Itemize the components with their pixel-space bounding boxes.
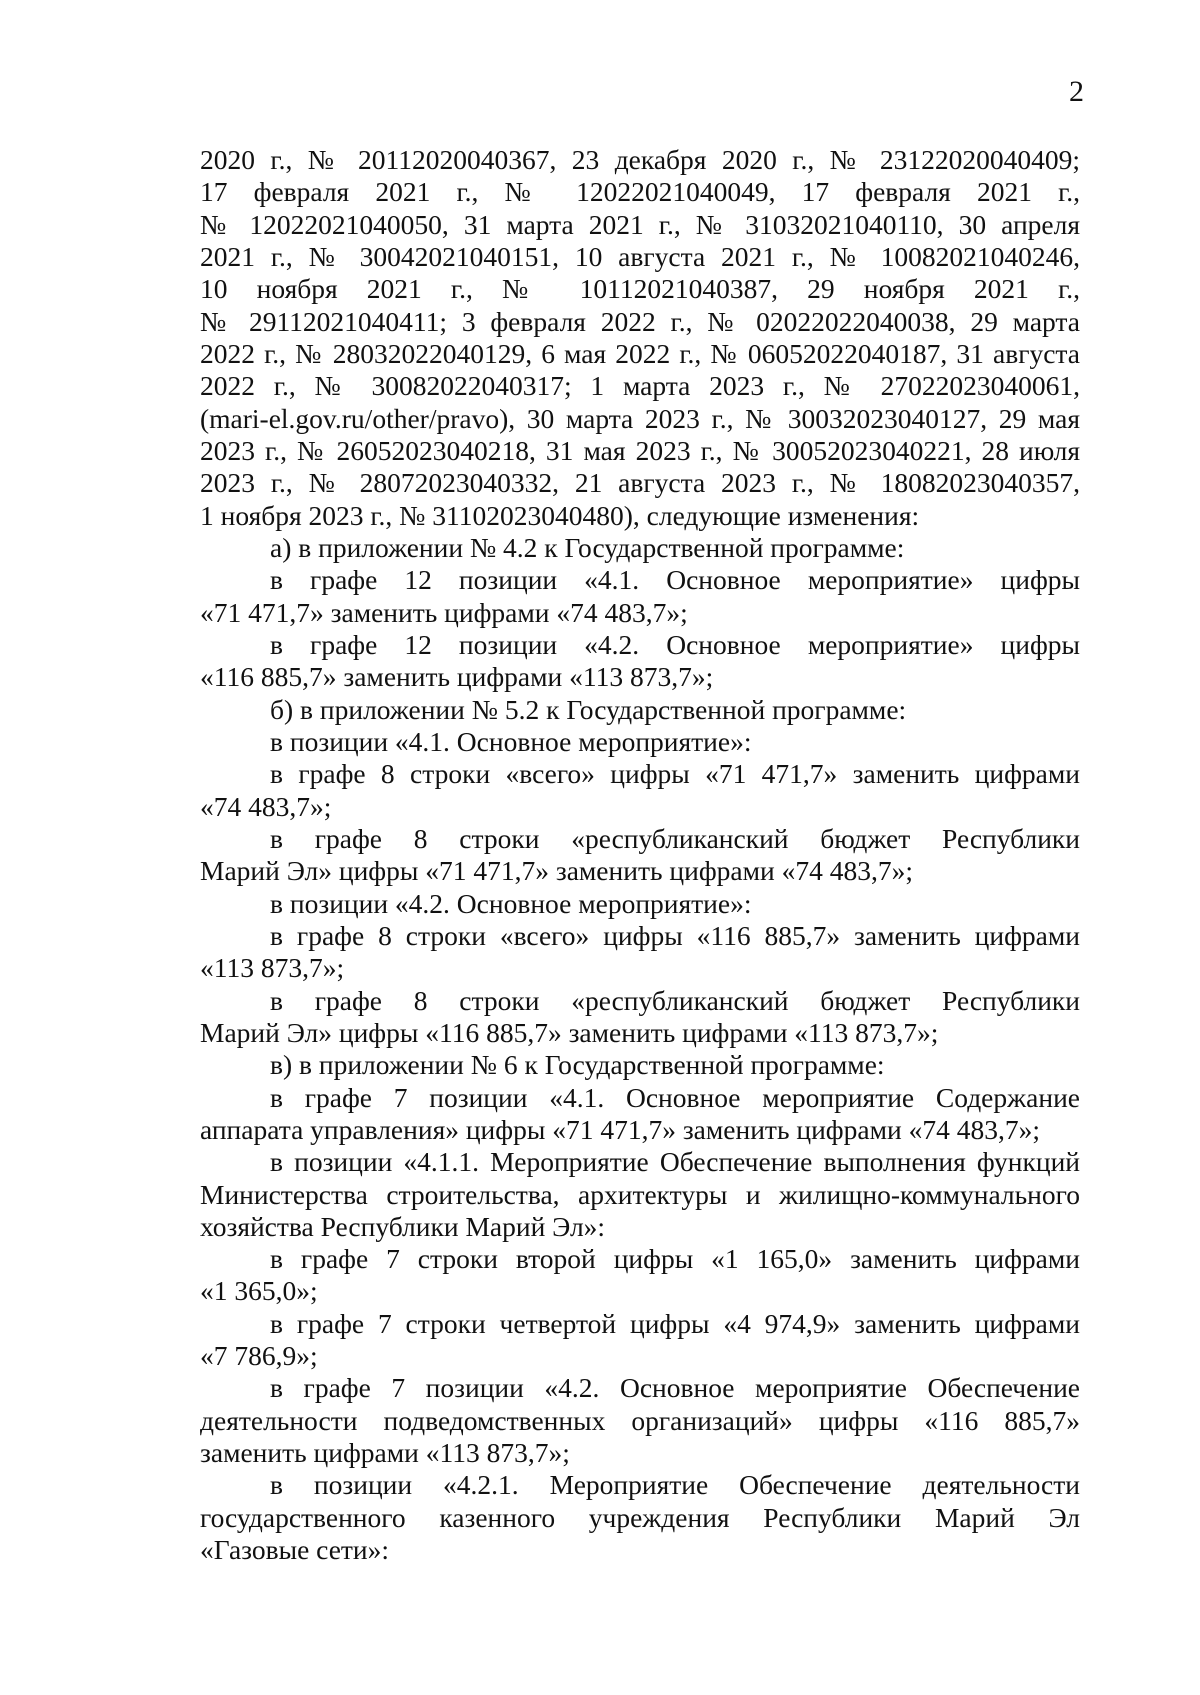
text-line: «7 786,9»;	[200, 1340, 318, 1372]
text-line: в графе 7 позиции «4.1. Основное мероприятие Содержание	[270, 1081, 1080, 1113]
text-line: в позиции «4.2. Основное мероприятие»:	[270, 887, 752, 919]
text-line: в графе 12 позиции «4.2. Основное мероприятие» цифры	[270, 628, 1080, 660]
text-line: Министерства строительства, архитектуры и жилищно-коммунального	[200, 1178, 1080, 1210]
text-line: в графе 8 строки «всего» цифры «71 471,7» заменить цифрами	[270, 758, 1080, 790]
text-line: «71 471,7» заменить цифрами «74 483,7»;	[200, 596, 688, 628]
text-line: хозяйства Республики Марий Эл»:	[200, 1210, 606, 1242]
text-line: «Газовые сети»:	[200, 1534, 390, 1566]
text-line: в позиции «4.1. Основное мероприятие»:	[270, 725, 752, 757]
text-line: в графе 8 строки «всего» цифры «116 885,7» заменить цифрами	[270, 919, 1080, 951]
text-line: 2022 г., № 28032022040129, 6 мая 2022 г., № 06052022040187, 31 августа	[200, 337, 1080, 369]
text-line: № 12022021040050, 31 марта 2021 г., № 31032021040110, 30 апреля	[200, 208, 1080, 240]
text-line: в графе 7 позиции «4.2. Основное мероприятие Обеспечение	[270, 1372, 1080, 1404]
text-line: в позиции «4.1.1. Мероприятие Обеспечение выполнения функций	[270, 1146, 1080, 1178]
text-line: 2020 г., № 20112020040367, 23 декабря 2020 г., № 23122020040409;	[200, 144, 1080, 175]
text-line: Марий Эл» цифры «116 885,7» заменить цифрами «113 873,7»;	[200, 1016, 939, 1048]
text-line: 10 ноября 2021 г., № 10112021040387, 29 ноября 2021 г.,	[200, 273, 1080, 305]
text-line: Марий Эл» цифры «71 471,7» заменить цифрами «74 483,7»;	[200, 855, 913, 887]
text-line: деятельности подведомственных организаций» цифры «116 885,7»	[200, 1404, 1080, 1436]
text-line: «74 483,7»;	[200, 790, 332, 822]
text-line: аппарата управления» цифры «71 471,7» заменить цифрами «74 483,7»;	[200, 1113, 1040, 1145]
text-line: заменить цифрами «113 873,7»;	[200, 1437, 570, 1469]
page-number: 2	[1069, 75, 1084, 108]
text-line: в графе 8 строки «республиканский бюджет Республики	[270, 984, 1080, 1016]
text-line: в графе 12 позиции «4.1. Основное мероприятие» цифры	[270, 564, 1080, 596]
text-line: «1 365,0»;	[200, 1275, 318, 1307]
document-body	[200, 144, 1080, 1566]
text-line: в позиции «4.2.1. Мероприятие Обеспечение деятельности	[270, 1469, 1080, 1501]
text-line: № 29112021040411; 3 февраля 2022 г., № 02022022040038, 29 марта	[200, 305, 1080, 337]
text-line: «116 885,7» заменить цифрами «113 873,7»;	[200, 661, 714, 693]
text-line: 1 ноября 2023 г., № 31102023040480), следующие изменения:	[200, 499, 920, 531]
text-line: в) в приложении № 6 к Государственной программе:	[270, 1049, 885, 1081]
text-line: государственного казенного учреждения Республики Марий Эл	[200, 1501, 1080, 1533]
text-line: б) в приложении № 5.2 к Государственной программе:	[270, 693, 907, 725]
text-line: в графе 8 строки «республиканский бюджет Республики	[270, 822, 1080, 854]
text-line: 17 февраля 2021 г., № 12022021040049, 17 февраля 2021 г.,	[200, 176, 1080, 208]
text-line: 2022 г., № 30082022040317; 1 марта 2023 г., № 27022023040061,	[200, 370, 1080, 402]
text-line: 2023 г., № 26052023040218, 31 мая 2023 г., № 30052023040221, 28 июля	[200, 434, 1080, 466]
text-line: (mari-el.gov.ru/other/pravo), 30 марта 2023 г., № 30032023040127, 29 мая	[200, 402, 1080, 434]
text-line: «113 873,7»;	[200, 952, 345, 984]
text-line: в графе 7 строки четвертой цифры «4 974,9» заменить цифрами	[270, 1307, 1080, 1339]
text-line: а) в приложении № 4.2 к Государственной программе:	[270, 531, 905, 563]
text-line: 2023 г., № 28072023040332, 21 августа 2023 г., № 18082023040357,	[200, 467, 1080, 499]
text-line: в графе 7 строки второй цифры «1 165,0» заменить цифрами	[270, 1243, 1080, 1275]
text-line: 2021 г., № 30042021040151, 10 августа 2021 г., № 10082021040246,	[200, 240, 1080, 272]
